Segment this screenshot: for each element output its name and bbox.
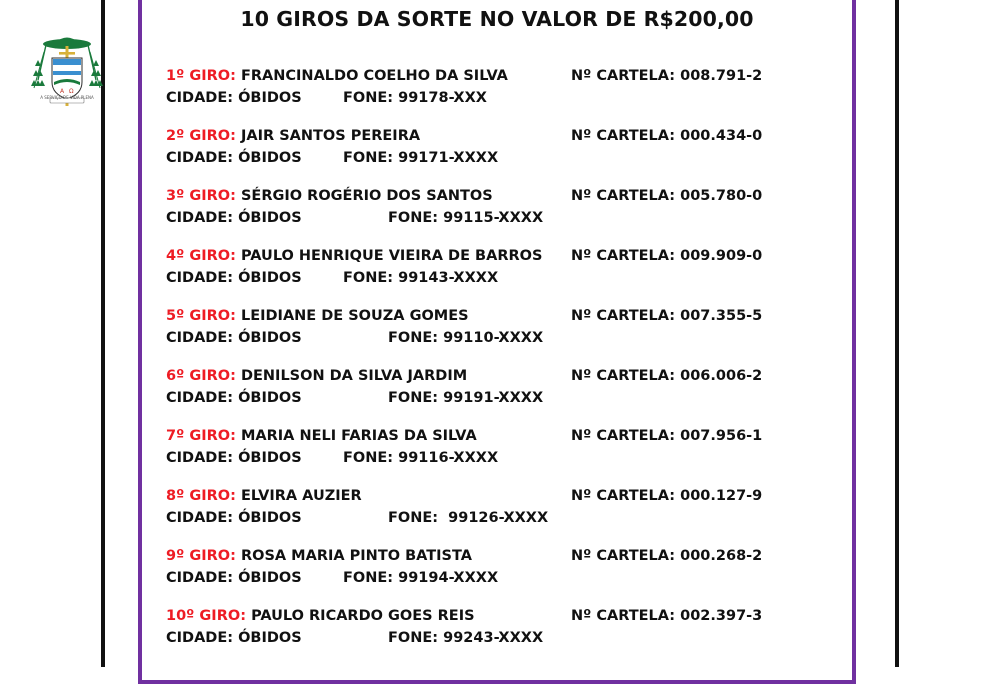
winner-entry [166,248,806,294]
winner-city: CIDADE: ÓBIDOS [166,150,302,166]
giro-label: 2º GIRO: [166,128,236,144]
giro-label: 9º GIRO: [166,548,236,564]
winner-entry [166,308,806,354]
winner-name: ELVIRA AUZIER [240,488,362,504]
winner-phone: FONE: 99116-XXXX [343,450,499,466]
svg-text:Ω: Ω [69,88,74,95]
winner-name: PAULO RICARDO GOES REIS [251,608,475,624]
winner-name: PAULO HENRIQUE VIEIRA DE BARROS [240,248,543,264]
page-title: 10 GIROS DA SORTE NO VALOR DE R$200,00 [240,7,754,31]
cartela-number: Nº CARTELA: 002.397-3 [571,608,763,624]
giro-label: 3º GIRO: [166,188,236,204]
cartela-number: Nº CARTELA: 009.909-0 [571,248,763,264]
winner-city: CIDADE: ÓBIDOS [166,330,302,346]
winner-city: CIDADE: ÓBIDOS [166,210,302,226]
giro-label: 6º GIRO: [166,368,236,384]
winner-entry [166,368,806,414]
winner-city: CIDADE: ÓBIDOS [166,510,302,526]
cartela-number: Nº CARTELA: 006.006-2 [571,368,763,384]
cartela-number: Nº CARTELA: 000.434-0 [571,128,763,144]
cartela-number: Nº CARTELA: 000.268-2 [571,548,763,564]
winner-name: FRANCINALDO COELHO DA SILVA [240,68,508,84]
winner-phone: FONE: 99243-XXXX [388,630,544,646]
winner-phone: FONE: 99171-XXXX [343,150,499,166]
svg-text:A: A [60,88,65,95]
winner-phone: FONE: 99178-XXX [343,90,487,106]
winner-entry [166,548,806,594]
winner-entry [166,428,806,474]
giro-label: 8º GIRO: [166,488,236,504]
winner-city: CIDADE: ÓBIDOS [166,390,302,406]
cartela-number: Nº CARTELA: 000.127-9 [571,488,763,504]
winner-entry [166,488,806,534]
coat-of-arms-icon [30,30,104,114]
right-border-bar [895,0,899,667]
winner-city: CIDADE: ÓBIDOS [166,570,302,586]
winner-phone: FONE: 99194-XXXX [343,570,499,586]
winner-phone: FONE: 99143-XXXX [343,270,499,286]
winner-phone: FONE: 99191-XXXX [388,390,544,406]
cartela-number: Nº CARTELA: 007.956-1 [571,428,763,444]
cartela-number: Nº CARTELA: 008.791-2 [571,68,763,84]
cartela-number: Nº CARTELA: 005.780-0 [571,188,763,204]
winner-phone: FONE: 99115-XXXX [388,210,544,226]
winner-city: CIDADE: ÓBIDOS [166,90,302,106]
winner-phone: FONE: 99110-XXXX [388,330,544,346]
winner-name: SÉRGIO ROGÉRIO DOS SANTOS [240,188,493,204]
winner-entry [166,68,806,114]
winner-phone: FONE: 99126-XXXX [388,510,549,526]
giro-label: 4º GIRO: [166,248,236,264]
winner-name: JAIR SANTOS PEREIRA [240,128,421,144]
giro-label: 1º GIRO: [166,68,236,84]
winner-name: ROSA MARIA PINTO BATISTA [240,548,472,564]
winner-city: CIDADE: ÓBIDOS [166,630,302,646]
cartela-number: Nº CARTELA: 007.355-5 [571,308,763,324]
winner-city: CIDADE: ÓBIDOS [166,450,302,466]
winner-entry [166,128,806,174]
giro-label: 10º GIRO: [166,608,246,624]
giro-label: 7º GIRO: [166,428,236,444]
logo-caption: A SERVIÇO DE VIDA PLENA [40,95,94,100]
winner-name: DENILSON DA SILVA JARDIM [240,368,468,384]
winner-name: LEIDIANE DE SOUZA GOMES [240,308,469,324]
winner-city: CIDADE: ÓBIDOS [166,270,302,286]
winner-entry [166,188,806,234]
winner-name: MARIA NELI FARIAS DA SILVA [240,428,477,444]
winner-entry [166,608,806,654]
giro-label: 5º GIRO: [166,308,236,324]
